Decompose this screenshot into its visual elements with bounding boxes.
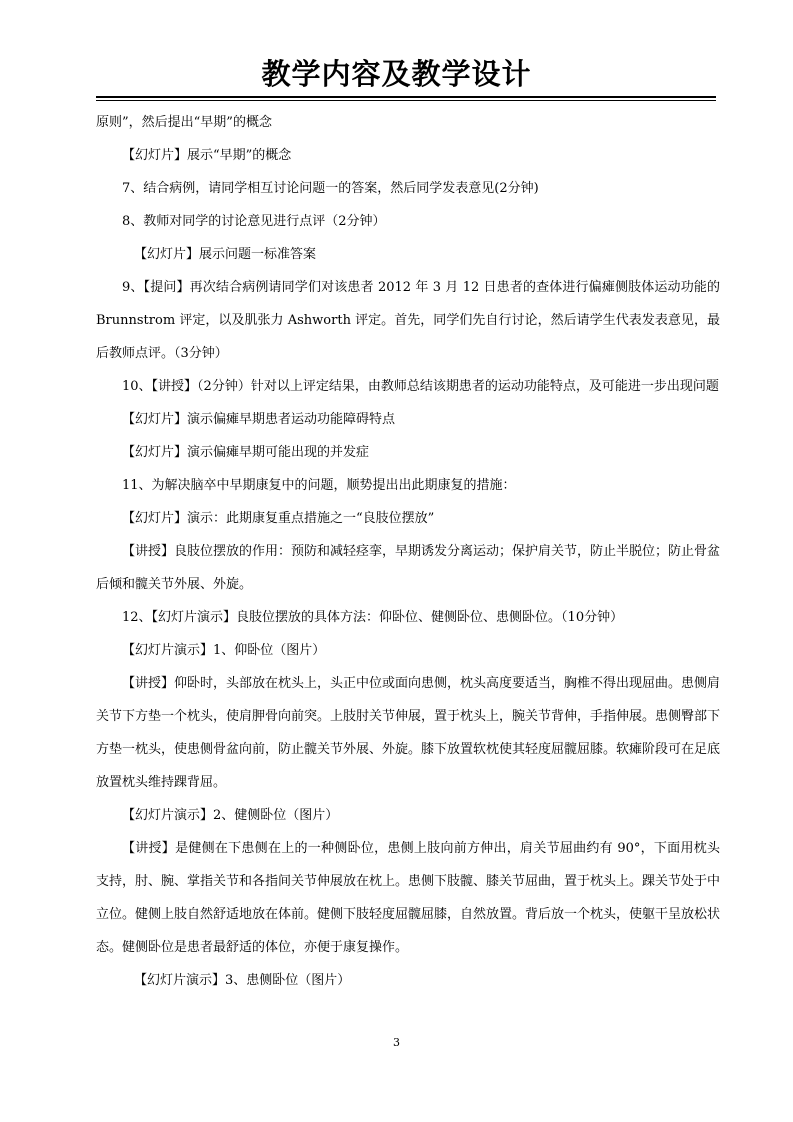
header-rule-thick [96, 96, 716, 98]
paragraph-3: 7、结合病例，请同学相互讨论问题一的答案，然后同学发表意见(2分钟) [122, 181, 539, 196]
paragraph-11: 【幻灯片】演示：此期康复重点措施之一“良肢位摆放” [122, 511, 435, 526]
paragraph-6: 9、【提问】再次结合病例请同学们对该患者 2012 年 3 月 12 日患者的查体进行偏瘫侧肢体运动功能的 Brunnstrom 评定，以及肌张力 Ashworth 评定。首先，同学们先自行讨论，然后请学生代表发表意见，最后教师点评。（3分钟） [96, 280, 720, 361]
paragraph-2: 【幻灯片】展示“早期”的概念 [122, 148, 292, 163]
paragraph-5: 【幻灯片】展示问题一标准答案 [134, 247, 317, 262]
paragraph-10: 11、为解决脑卒中早期康复中的问题，顺势提出出此期康复的措施： [122, 478, 516, 493]
paragraph-15: 【讲授】仰卧时，头部放在枕头上，头正中位或面向患侧，枕头高度要适当，胸椎不得出现屈曲。患侧肩关节下方垫一个枕头，使肩胛骨向前突。上肢肘关节伸展，置于枕头上，腕关节背伸，手指伸展。患侧臀部下方垫一枕头，使患侧骨盆向前，防止髋关节外展、外旋。膝下放置软枕使其轻度屈髋屈膝。软瘫阶段可在足底放置枕头维持踝背屈。 [96, 676, 721, 790]
paragraph-17: 【讲授】是健侧在下患侧在上的一种侧卧位，患侧上肢向前方伸出，肩关节屈曲约有 90°，下面用枕头支持，肘、腕、掌指关节和各指间关节伸展放在枕上。患侧下肢髋、膝关节屈曲，置于枕头上。踝关节处于中立位。健侧上肢自然舒适地放在体前。健侧下肢轻度屈髋屈膝，自然放置。背后放一个枕头，使躯干呈放松状态。健侧卧位是患者最舒适的体位，亦便于康复操作。 [96, 841, 721, 955]
paragraph-1: 原则”，然后提出“早期”的概念 [96, 115, 272, 130]
paragraph-13: 12、【幻灯片演示】良肢位摆放的具体方法：仰卧位、健侧卧位、患侧卧位。（10分钟） [122, 610, 624, 625]
page-header-title: 教学内容及教学设计 [261, 57, 532, 91]
paragraph-16: 【幻灯片演示】2、健侧卧位（图片） [122, 808, 339, 823]
paragraph-14: 【幻灯片演示】1、仰卧位（图片） [122, 643, 326, 658]
paragraph-12: 【讲授】良肢位摆放的作用：预防和减轻痉挛，早期诱发分离运动；保护肩关节，防止半脱位；防止骨盆后倾和髋关节外展、外旋。 [96, 544, 721, 592]
paragraph-9: 【幻灯片】演示偏瘫早期可能出现的并发症 [122, 445, 370, 460]
paragraph-8: 【幻灯片】演示偏瘫早期患者运动功能障碍特点 [122, 412, 396, 427]
paragraph-4: 8、教师对同学的讨论意见进行点评（2分钟） [122, 214, 386, 229]
body-text [96, 106, 720, 997]
header-rule-thin [96, 100, 716, 101]
page-number: 3 [393, 1036, 400, 1049]
paragraph-18: 【幻灯片演示】3、患侧卧位（图片） [134, 973, 351, 988]
paragraph-7: 10、【讲授】（2分钟）针对以上评定结果，由教师总结该期患者的运动功能特点，及可能进一步出现问题 [122, 379, 719, 394]
